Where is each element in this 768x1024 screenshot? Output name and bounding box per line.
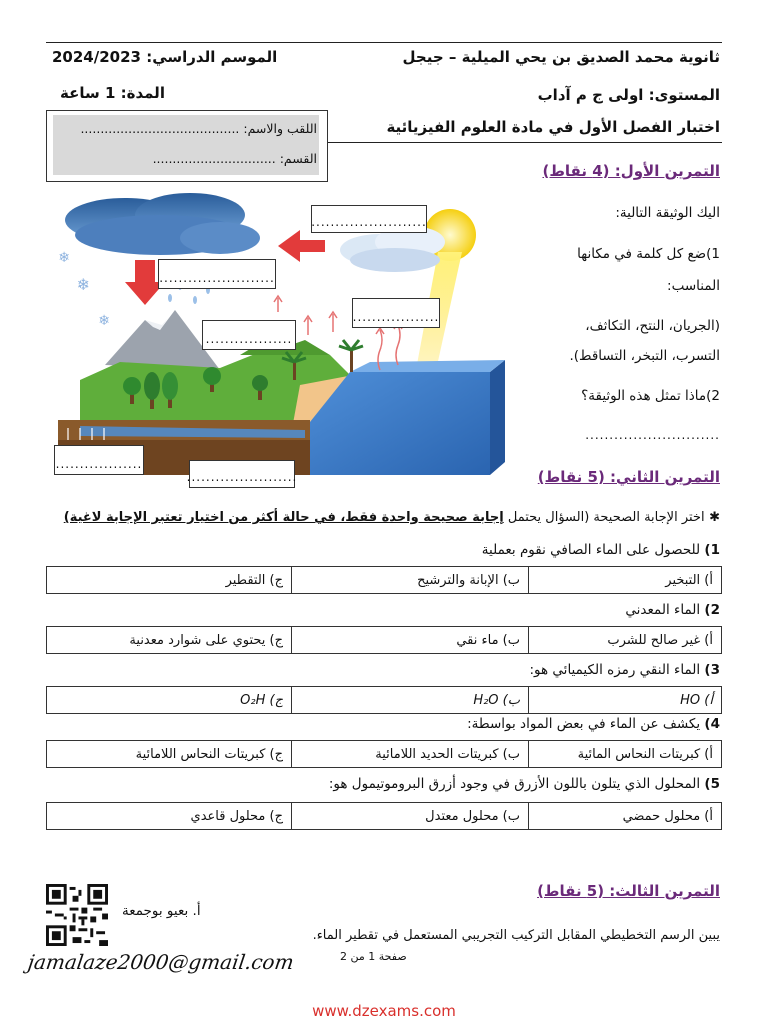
options-table-3 xyxy=(46,686,722,714)
student-info-box xyxy=(46,110,328,182)
exercise2-instruction xyxy=(64,510,720,525)
exercise1-words-line2: التسرب، التبخر، التساقط). xyxy=(569,348,720,364)
exercise1-q1-line1: 1)ضع كل كلمة في مكانها xyxy=(577,246,720,262)
option-b[interactable]: ب) ماء نقي xyxy=(292,627,529,654)
exercise1-title: التمرين الأول: (4 نقاط) xyxy=(542,162,720,180)
student-level: المستوى: اولى ج م آداب xyxy=(537,86,720,104)
option-b[interactable]: ب) H₂O xyxy=(292,687,529,714)
option-a[interactable]: أ) التبخير xyxy=(529,567,722,594)
diagram-label-box[interactable]: ........................ xyxy=(311,205,427,233)
option-c[interactable]: ج) التقطير xyxy=(47,567,292,594)
option-c[interactable]: ج) محلول قاعدي xyxy=(47,803,292,830)
option-b[interactable]: ب) محلول معتدل xyxy=(292,803,529,830)
instruction-bullet-icon: ✱ xyxy=(704,510,720,525)
exercise1-q2: 2)ماذا تمثل هذه الوثيقة؟ xyxy=(581,388,720,404)
exercise1-intro: اليك الوثيقة التالية: xyxy=(615,205,720,221)
section-field[interactable]: القسم: ............................... xyxy=(152,151,317,166)
wind-arrow-icon xyxy=(278,230,325,262)
diagram-label-box[interactable]: .................. xyxy=(202,320,296,350)
option-b[interactable]: ب) كبريتات الحديد اللامائية xyxy=(292,741,529,768)
snowflake-icon: ❄ xyxy=(98,313,110,329)
exercise1-answer[interactable]: ............................ xyxy=(585,428,720,442)
exercise2-title: التمرين الثاني: (5 نقاط) xyxy=(537,468,720,486)
exercise3-text: يبين الرسم التخطيطي المقابل التركيب التجريبي المستعمل في تقطير الماء. xyxy=(312,928,720,943)
exercise1-words-line1: (الجريان، النتح، التكاثف، xyxy=(585,318,720,334)
option-a[interactable]: أ) HO xyxy=(529,687,722,714)
snowflake-icon: ❄ xyxy=(58,250,70,266)
snowflake-icon: ❄ xyxy=(76,275,90,294)
options-table-4 xyxy=(46,740,722,768)
author-email: jamalaze2000@gmail.com xyxy=(26,950,296,974)
question-3: 3) الماء النقي رمزه الكيميائي هو: xyxy=(529,662,720,678)
instruction-prefix: اختر الإجابة الصحيحة (السؤال يحتمل xyxy=(507,510,705,525)
diagram-label-box[interactable]: ........................ xyxy=(158,259,276,289)
options-table-2 xyxy=(46,626,722,654)
option-c[interactable]: ج) يحتوي على شوارد معدنية xyxy=(47,627,292,654)
diagram-label-box[interactable]: .................. xyxy=(352,298,440,328)
name-field[interactable]: اللقب والاسم: ........................................ xyxy=(80,121,317,136)
qr-code-icon xyxy=(46,884,108,946)
diagram-label-box[interactable]: .................. xyxy=(54,445,144,475)
options-table-5 xyxy=(46,802,722,830)
diagram-label-box[interactable]: ....................... xyxy=(189,460,295,488)
option-a[interactable]: أ) غير صالح للشرب xyxy=(529,627,722,654)
question-4: 4) يكشف عن الماء في بعض المواد بواسطة: xyxy=(467,716,720,732)
exercise1-q1-line2: المناسب: xyxy=(667,278,720,294)
school-season: الموسم الدراسي: 2024/2023 xyxy=(52,48,278,66)
question-1: 1) للحصول على الماء الصافي نقوم بعملية xyxy=(481,542,720,558)
option-a[interactable]: أ) كبريتات النحاس المائية xyxy=(529,741,722,768)
option-a[interactable]: أ) محلول حمضي xyxy=(529,803,722,830)
site-watermark[interactable]: www.dzexams.com xyxy=(312,1002,456,1020)
question-5: 5) المحلول الذي يتلون باللون الأزرق في وجود أزرق البروموتيمول هو: xyxy=(328,776,720,792)
exam-title: اختبار الفصل الأول في مادة العلوم الفيزيائية xyxy=(386,118,720,136)
page-number: صفحة 1 من 2 xyxy=(340,950,407,963)
instruction-bold: إجابة صحيحة واحدة فقط، في حالة أكثر من اختيار تعتبر الإجابة لاغية) xyxy=(63,510,504,525)
options-table-1 xyxy=(46,566,722,594)
option-c[interactable]: ج) كبريتات النحاس اللامائية xyxy=(47,741,292,768)
option-c[interactable]: ج) O₂H xyxy=(47,687,292,714)
exam-duration: المدة: 1 ساعة xyxy=(60,84,165,102)
exercise3-title: التمرين الثالث: (5 نقاط) xyxy=(537,882,720,900)
school-name: ثانوية محمد الصديق بن يحي الميلية – جيجل xyxy=(402,48,720,66)
option-b[interactable]: ب) الإبانة والترشيح xyxy=(292,567,529,594)
teacher-name: أ. بعيو بوجمعة xyxy=(122,903,201,919)
rain-cloud-icon xyxy=(65,193,260,255)
question-2: 2) الماء المعدني xyxy=(625,602,720,618)
